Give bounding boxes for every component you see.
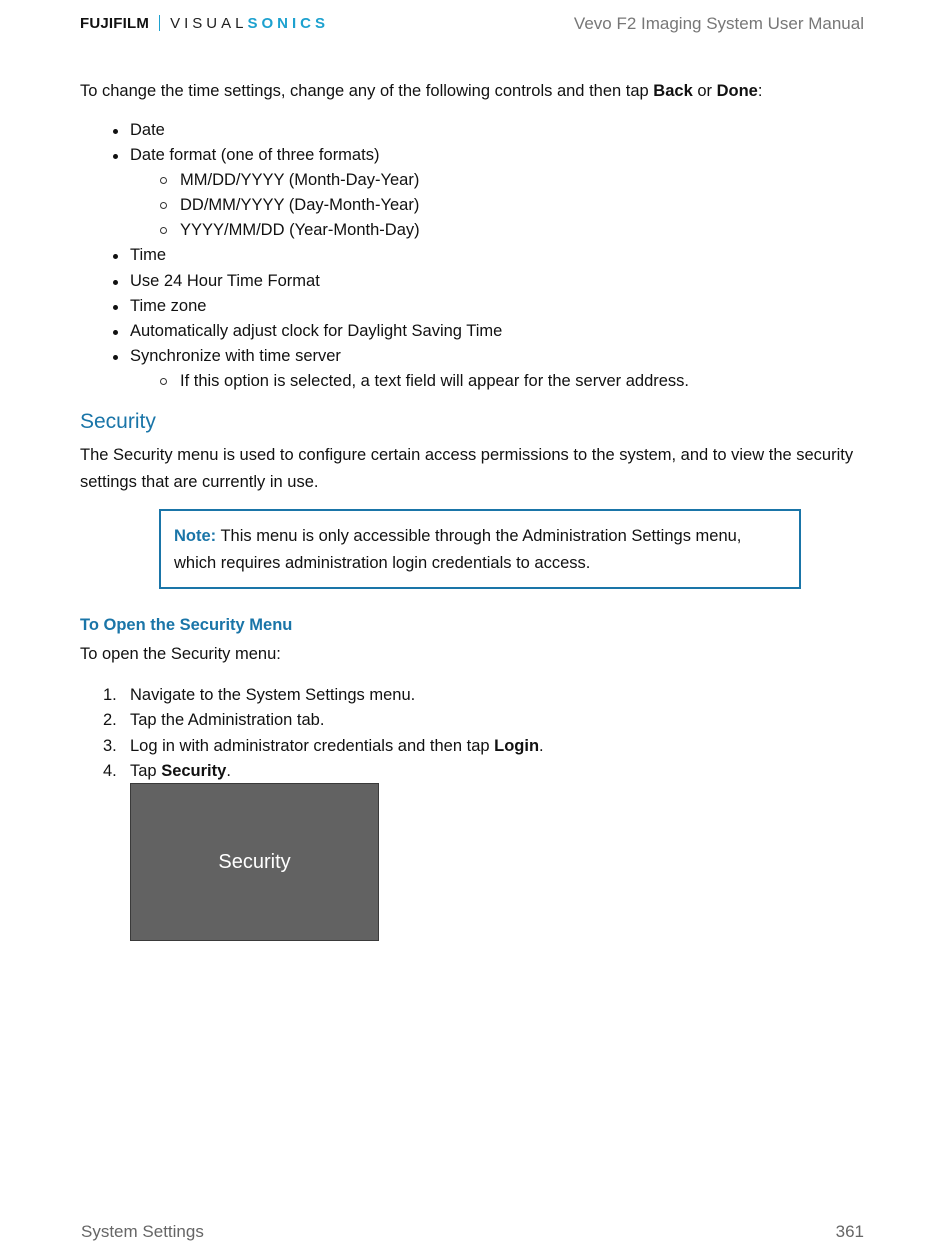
done-keyword: Done [716, 82, 758, 100]
step-text: Log in with administrator credentials and then tap [130, 736, 495, 755]
list-item [80, 269, 689, 294]
time-settings-intro [80, 80, 762, 102]
list-item-text: Synchronize with time server [130, 346, 341, 365]
list-item [80, 118, 689, 143]
step-item [80, 683, 544, 708]
step-item [80, 734, 544, 759]
back-keyword: Back [653, 82, 693, 100]
step-number: 3. [103, 736, 117, 755]
note-text: This menu is only accessible through the Administration Settings menu, which requires administration login credentials to access. [174, 527, 742, 572]
security-keyword: Security [161, 761, 227, 780]
login-keyword: Login [494, 736, 540, 755]
step-text: Navigate to the System Settings menu. [130, 686, 416, 704]
sync-sub-list [130, 369, 689, 394]
note-callout [159, 509, 801, 589]
list-item-text: Use 24 Hour Time Format [130, 271, 320, 290]
date-format-list [130, 168, 689, 243]
list-item [80, 344, 689, 394]
footer-section-name: System Settings [81, 1222, 204, 1241]
open-security-steps [80, 683, 544, 784]
list-item [80, 143, 689, 243]
list-item-text: Date format (one of three formats) [130, 146, 380, 165]
step-number: 2. [103, 711, 117, 730]
fujifilm-visualsonics-logo [80, 13, 329, 33]
logo-sonics-text: SONICS [247, 14, 329, 32]
step-text-end: . [226, 761, 231, 780]
list-item [80, 243, 689, 268]
list-item-text: Time zone [130, 296, 207, 315]
logo-divider [159, 15, 160, 31]
footer-page-number: 361 [835, 1222, 864, 1241]
manual-title: Vevo F2 Imaging System User Manual [573, 14, 864, 33]
intro-text: To change the time settings, change any of the following controls and then tap [80, 82, 654, 100]
open-security-intro: To open the Security menu: [80, 645, 281, 663]
intro-or: or [692, 82, 717, 100]
logo-fujifilm-text: FUJIFILM [80, 14, 150, 32]
step-number: 1. [103, 686, 117, 704]
open-security-menu-heading: To Open the Security Menu [80, 616, 293, 634]
sub-list-item: If this option is selected, a text field will appear for the server address. [130, 369, 689, 394]
time-settings-list [80, 118, 689, 394]
security-description: The Security menu is used to configure certain access permissions to the system, and to view the security settings that are currently in use. [80, 446, 854, 491]
sub-list-item: DD/MM/YYYY (Day-Month-Year) [130, 193, 689, 218]
list-item-text: Time [130, 246, 167, 265]
list-item [80, 319, 689, 344]
list-item-text: Automatically adjust clock for Daylight Saving Time [130, 321, 503, 340]
list-item [80, 294, 689, 319]
step-text-end: . [539, 736, 544, 755]
step-text: Tap [130, 761, 162, 780]
sub-list-item: YYYY/MM/DD (Year-Month-Day) [130, 218, 689, 243]
step-item [80, 759, 544, 784]
step-item [80, 708, 544, 733]
security-button[interactable] [130, 783, 379, 941]
note-label: Note: [174, 527, 217, 545]
sub-list-item: MM/DD/YYYY (Month-Day-Year) [130, 168, 689, 193]
security-heading: Security [80, 410, 156, 433]
logo-visual-text: VISUAL [170, 14, 248, 32]
list-item-text: Date [130, 121, 165, 139]
intro-colon: : [757, 82, 763, 100]
security-button-label: Security [218, 850, 291, 873]
step-text: Tap the Administration tab. [130, 711, 325, 730]
step-number: 4. [103, 761, 117, 780]
